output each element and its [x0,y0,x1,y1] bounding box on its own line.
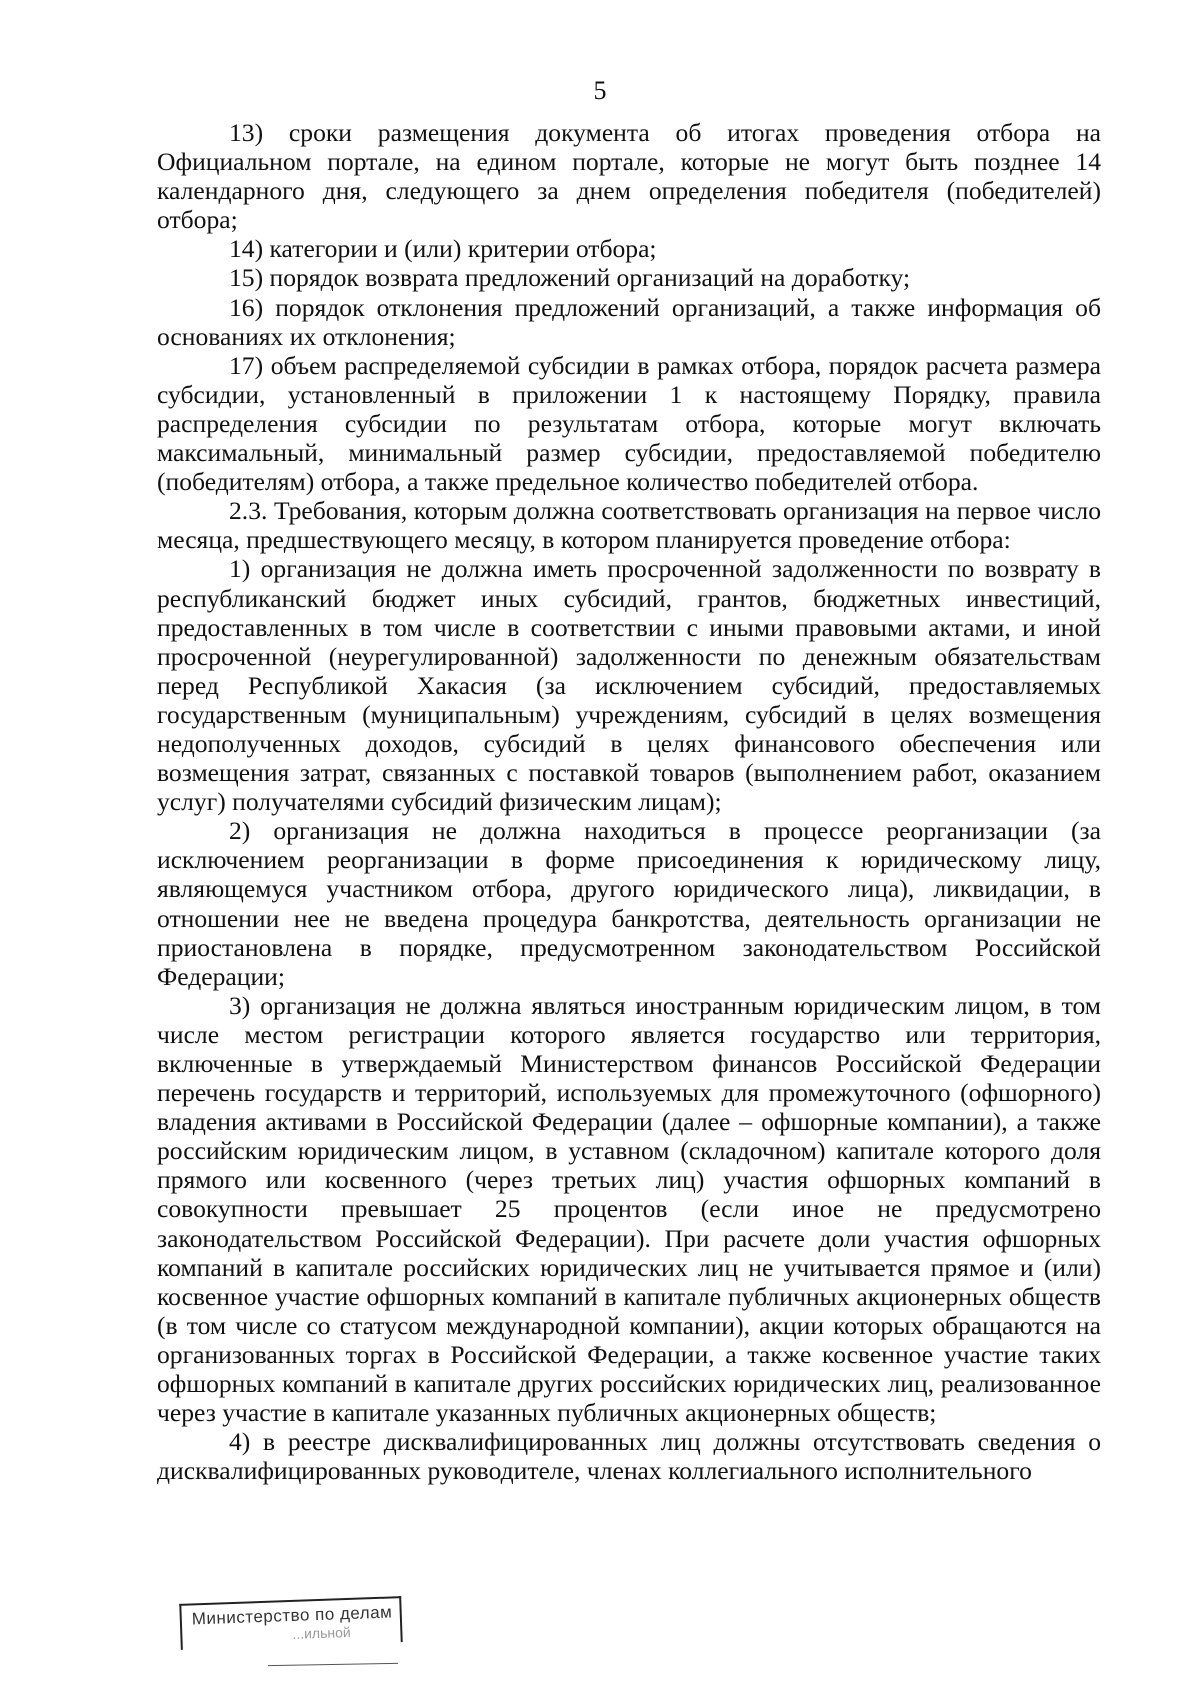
page-number: 5 [593,76,607,105]
paragraph-item-14: 14) категории и (или) критерии отбора; [229,234,657,264]
paragraph-requirement-3: 3) организация не должна являться иностранным юридическим лицом, в том числе местом регистрации которого является государство или территория, включенные в утверждаемый Министерством финансов Российской Федерации перечень государств и территорий, используемых для промежуточного (офшорного) владения активами в Российской Федерации (далее – офшорные компании), а также российским юридическим лицом, в уставном (складочном) капитале которого доля прямого или косвенного (через третьих лиц) участия офшорных компаний в совокупности превышает 25 процентов (если иное не предусмотрено законодательством Российской Федерации). При расчете доли участия офшорных компаний в капитале российских юридических лиц не учитывается прямое и (или) косвенное участие офшорных компаний в капитале публичных акционерных обществ (в том числе со статусом международной компании), акции которых обращаются на организованных торгах в Российской Федерации, а также косвенное участие таких офшорных компаний в капитале других российских юридических лиц, реализованное через участие в капитале указанных публичных акционерных обществ; [157,990,1101,1428]
paragraph-requirement-4: 4) в реестре дисквалифицированных лиц должны отсутствовать сведения о дисквалифицированных руководителе, членах коллегиального исполнительного [157,1427,1101,1486]
stamp-underline [268,1663,398,1666]
paragraph-section-2-3: 2.3. Требования, которым должна соответствовать организация на первое число месяца, предшествующего месяцу, в котором планируется проведение отбора: [157,496,1101,555]
paragraph-item-16: 16) порядок отклонения предложений организаций, а также информация об основаниях их отклонения; [157,292,1101,351]
paragraph-item-13: 13) сроки размещения документа об итогах проведения отбора на Официальном портале, на едином портале, которые не могут быть позднее 14 календарного дня, следующего за днем определения победителя (победителей) отбора; [157,118,1101,235]
document-body [157,118,1101,1485]
stamp-line-1: Министерство по делам [191,1602,393,1629]
paragraph-requirement-2: 2) организация не должна находиться в процессе реорганизации (за исключением реорганизации в форме присоединения к юридическому лицу, являющемуся участником отбора, другого юридического лица), ликвидации, в отношении нее не введена процедура банкротства, деятельность организации не приостановлена в порядке, предусмотренном законодательством Российской Федерации; [157,816,1101,991]
paragraph-item-17: 17) объем распределяемой субсидии в рамках отбора, порядок расчета размера субсидии, установленный в приложении 1 к настоящему Порядку, правила распределения субсидии по результатам отбора, которые могут включать максимальный, минимальный размер субсидии, предоставляемой победителю (победителям) отбора, а также предельное количество победителей отбора. [157,350,1101,497]
ministry-stamp [179,1596,402,1650]
paragraph-requirement-1: 1) организация не должна иметь просроченной задолженности по возврату в республиканский бюджет иных субсидий, грантов, бюджетных инвестиций, предоставленных в том числе в соответствии с иными правовыми актами, и иной просроченной (неурегулированной) задолженности по денежным обязательствам перед Республикой Хакасия (за исключением субсидий, предоставляемых государственным (муниципальным) учреждениям, субсидий в целях возмещения недополученных доходов, субсидий в целях финансового обеспечения или возмещения затрат, связанных с поставкой товаров (выполнением работ, оказанием услуг) получателями субсидий физическим лицам); [157,554,1101,817]
stamp-line-2: ...ильной [292,1623,351,1642]
paragraph-item-15: 15) порядок возврата предложений организаций на доработку; [229,263,911,293]
